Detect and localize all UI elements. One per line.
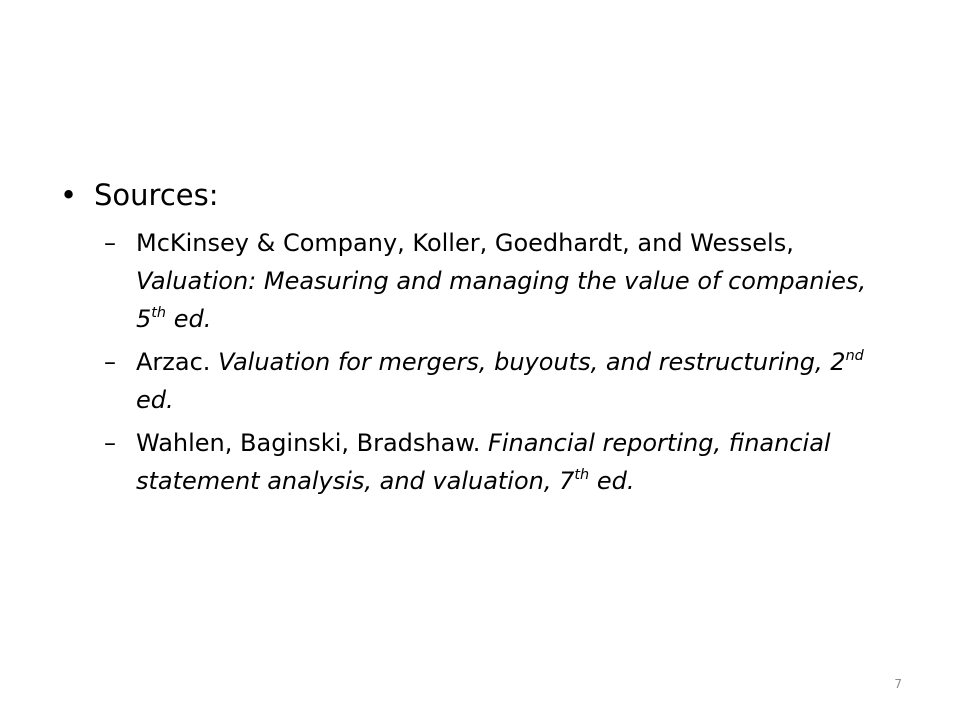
- page-number: 7: [894, 677, 902, 691]
- sources-list: [60, 224, 900, 500]
- source-title: Valuation: Measuring and managing the value of companies, 5: [136, 267, 867, 333]
- slide-content: [60, 172, 900, 505]
- edition-superscript: th: [151, 304, 167, 321]
- edition-superscript: th: [574, 466, 590, 483]
- source-title: Financial reporting, financial statement analysis, and valuation, 7: [136, 429, 831, 495]
- edition-suffix: ed.: [173, 305, 212, 333]
- source-authors: Wahlen, Baginski, Bradshaw.: [136, 429, 481, 457]
- source-authors: Arzac.: [136, 348, 211, 376]
- sources-heading: Sources:: [94, 178, 219, 212]
- edition-suffix: ed.: [596, 467, 635, 495]
- source-item-arzac: [60, 343, 900, 419]
- source-authors: McKinsey & Company, Koller, Goedhardt, and Wessels,: [136, 229, 794, 257]
- edition-superscript: nd: [845, 347, 864, 364]
- dash-icon: –: [104, 348, 116, 376]
- source-item-wahlen: [60, 424, 900, 500]
- bullet-icon: •: [60, 178, 78, 212]
- source-title: Valuation for mergers, buyouts, and restructuring, 2: [218, 348, 846, 376]
- sources-heading-item: [60, 172, 900, 218]
- edition-suffix: ed.: [136, 386, 174, 414]
- source-item-mckinsey: [60, 224, 900, 338]
- dash-icon: –: [104, 229, 116, 257]
- dash-icon: –: [104, 429, 116, 457]
